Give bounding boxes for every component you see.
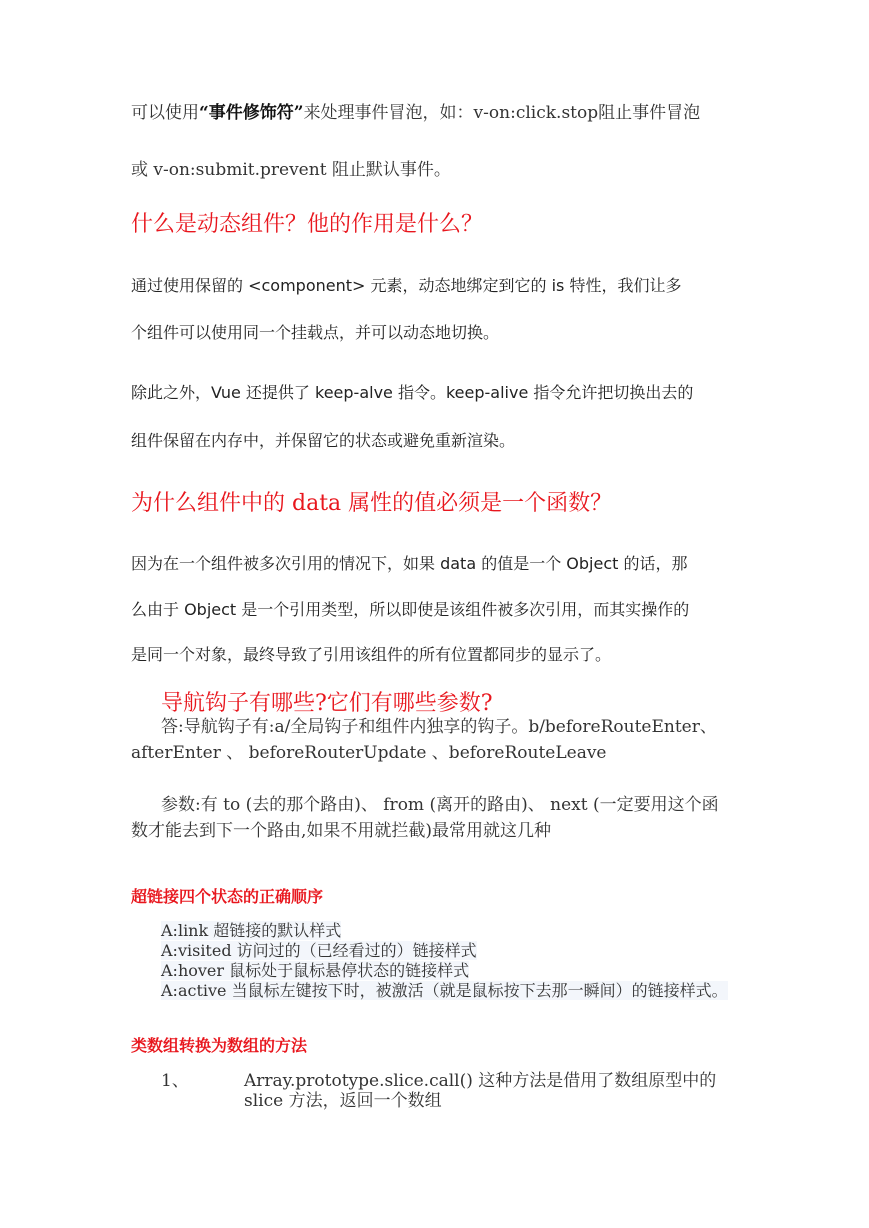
data-fn-line3: 是同一个对象，最终导致了引用该组件的所有位置都同步的显示了。 — [131, 645, 612, 664]
heading-nav-hooks: 导航钩子有哪些?它们有哪些参数? — [161, 691, 493, 716]
code-snippet: Array.prototype.slice.call() — [244, 1071, 473, 1091]
intro-line-2: 或 v-on:submit.prevent 阻止默认事件。 — [131, 160, 451, 180]
heading-data-function: 为什么组件中的 data 属性的值必须是一个函数？ — [131, 491, 613, 516]
dynamic-p2-line1: 除此之外，Vue 还提供了 keep-alve 指令。keep-alive 指令允许把切换出去的 — [131, 383, 694, 402]
link-states-list — [161, 921, 737, 1001]
dynamic-p2-line2: 组件保留在内存中，并保留它的状态或避免重新渲染。 — [131, 431, 516, 450]
intro-line-1: 可以使用“事件修饰符”来处理事件冒泡，如：v-on:click.stop阻止事件冒泡 — [131, 103, 701, 123]
link-state-item: A:active 当鼠标左键按下时，被激活（就是鼠标按下去那一瞬间）的链接样式。 — [161, 981, 728, 1000]
data-fn-line2: 么由于 Object 是一个引用类型，所以即使是该组件被多次引用，而其实操作的 — [131, 600, 690, 619]
array-like-item — [161, 1071, 737, 1111]
list-number: 1、 — [161, 1071, 189, 1091]
link-state-item: A:link 超链接的默认样式 — [161, 921, 342, 940]
link-state-item: A:hover 鼠标处于鼠标悬停状态的链接样式 — [161, 961, 470, 980]
heading-array-like: 类数组转换为数组的方法 — [131, 1036, 308, 1055]
dynamic-p1-line2: 个组件可以使用同一个挂载点，并可以动态地切换。 — [131, 323, 500, 342]
data-fn-line1: 因为在一个组件被多次引用的情况下，如果 data 的值是一个 Object 的话，那 — [131, 554, 688, 573]
array-like-item-text: Array.prototype.slice.call() 这种方法是借用了数组原型中的 slice 方法，返回一个数组 — [244, 1071, 717, 1111]
event-modifier-term: “事件修饰符” — [199, 103, 304, 123]
link-state-item: A:visited 访问过的（已经看过的）链接样式 — [161, 941, 477, 960]
nav-hooks-params: 参数:有 to (去的那个路由)、 from (离开的路由)、 next (一定要用这个函 数才能去到下一个路由,如果不用就拦截)最常用就这几种 — [131, 795, 719, 841]
heading-link-states: 超链接四个状态的正确顺序 — [131, 887, 324, 906]
heading-dynamic-component: 什么是动态组件？他的作用是什么？ — [131, 212, 484, 237]
dynamic-p1-line1: 通过使用保留的 <component> 元素，动态地绑定到它的 is 特性，我们让多 — [131, 276, 682, 295]
nav-hooks-answer: 答:导航钩子有:a/全局钩子和组件内独享的钩子。b/beforeRouteEnter、 afterEnter 、 beforeRouterUpdate 、beforeRouteLeave — [131, 717, 717, 763]
